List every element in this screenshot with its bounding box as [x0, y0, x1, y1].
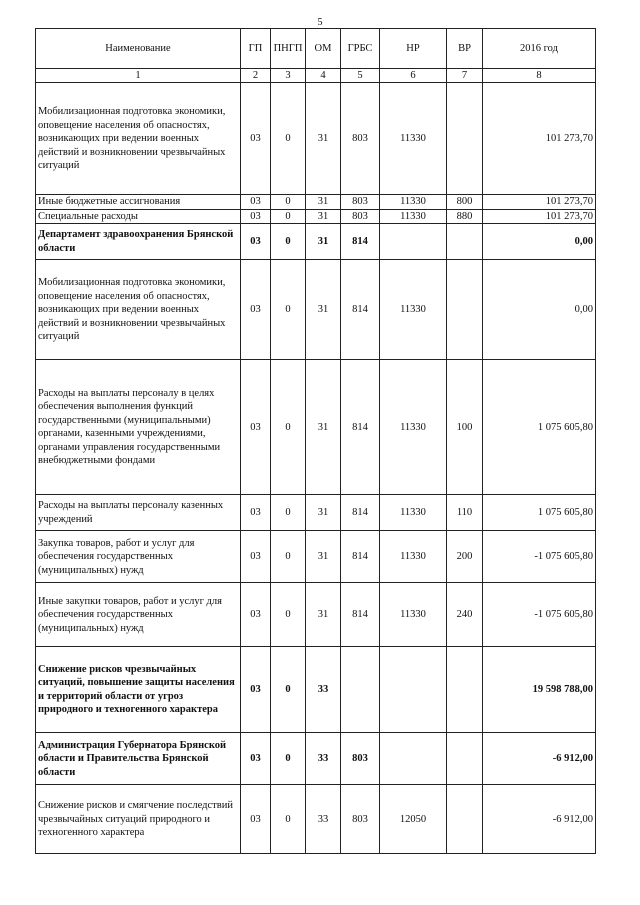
cell-pngp: 0 — [271, 531, 306, 583]
table-row — [36, 531, 596, 583]
cell-om: 31 — [306, 83, 341, 195]
table-row — [36, 583, 596, 647]
cell-om: 31 — [306, 224, 341, 260]
cell-pngp: 0 — [271, 260, 306, 360]
cell-amount: -1 075 605,80 — [483, 531, 596, 583]
cell-name: Иные бюджетные ассигнования — [36, 195, 241, 209]
cell-pngp: 0 — [271, 583, 306, 647]
cell-grbs: 803 — [341, 83, 380, 195]
cell-nr: 11330 — [380, 83, 447, 195]
table-row — [36, 83, 596, 195]
cell-om: 31 — [306, 583, 341, 647]
cell-vr: 240 — [447, 583, 483, 647]
cell-grbs: 814 — [341, 360, 380, 495]
cell-nr: 11330 — [380, 195, 447, 209]
cell-grbs: 803 — [341, 209, 380, 223]
col-header-grbs: ГРБС — [341, 29, 380, 69]
cell-pngp: 0 — [271, 495, 306, 531]
cell-om: 31 — [306, 360, 341, 495]
cell-vr: 800 — [447, 195, 483, 209]
col-header-pngp: ПНГП — [271, 29, 306, 69]
cell-om: 31 — [306, 209, 341, 223]
col-number: 6 — [380, 69, 447, 83]
cell-vr: 200 — [447, 531, 483, 583]
cell-grbs — [341, 647, 380, 733]
cell-vr: 880 — [447, 209, 483, 223]
cell-name: Департамент здравоохранения Брянской области — [36, 224, 241, 260]
col-number: 4 — [306, 69, 341, 83]
col-header-gp: ГП — [241, 29, 271, 69]
cell-pngp: 0 — [271, 83, 306, 195]
cell-vr — [447, 733, 483, 785]
cell-gp: 03 — [241, 531, 271, 583]
table-row — [36, 224, 596, 260]
cell-vr — [447, 647, 483, 733]
page-number: 5 — [317, 17, 323, 28]
cell-vr — [447, 83, 483, 195]
cell-nr — [380, 733, 447, 785]
cell-pngp: 0 — [271, 209, 306, 223]
col-number: 7 — [447, 69, 483, 83]
col-header-om: ОМ — [306, 29, 341, 69]
cell-amount: 101 273,70 — [483, 209, 596, 223]
budget-table — [35, 28, 596, 854]
cell-name: Расходы на выплаты персоналу в целях обеспечения выполнения функций государственными (муниципальными) органами, казенными учреждениями, органами управления государственными внебюджетными фондами — [36, 360, 241, 495]
cell-gp: 03 — [241, 260, 271, 360]
cell-amount: -6 912,00 — [483, 733, 596, 785]
cell-vr — [447, 224, 483, 260]
cell-name: Иные закупки товаров, работ и услуг для обеспечения государственных (муниципальных) нужд — [36, 583, 241, 647]
table-row — [36, 785, 596, 854]
cell-name: Мобилизационная подготовка экономики, оповещение населения об опасностях, возникающих при ведении военных действий и возникновении чрезвычайных ситуаций — [36, 83, 241, 195]
cell-pngp: 0 — [271, 224, 306, 260]
table-row — [36, 260, 596, 360]
cell-amount: 1 075 605,80 — [483, 495, 596, 531]
cell-name: Закупка товаров, работ и услуг для обеспечения государственных (муниципальных) нужд — [36, 531, 241, 583]
table-row — [36, 647, 596, 733]
col-number: 2 — [241, 69, 271, 83]
table-row — [36, 495, 596, 531]
cell-vr — [447, 260, 483, 360]
cell-gp: 03 — [241, 83, 271, 195]
cell-gp: 03 — [241, 583, 271, 647]
cell-gp: 03 — [241, 195, 271, 209]
cell-gp: 03 — [241, 495, 271, 531]
cell-om: 31 — [306, 531, 341, 583]
cell-name: Расходы на выплаты персоналу казенных учреждений — [36, 495, 241, 531]
cell-nr: 11330 — [380, 360, 447, 495]
cell-amount: 1 075 605,80 — [483, 360, 596, 495]
cell-om: 31 — [306, 260, 341, 360]
col-header-year: 2016 год — [483, 29, 596, 69]
cell-amount: 0,00 — [483, 224, 596, 260]
cell-amount: 101 273,70 — [483, 83, 596, 195]
col-number: 5 — [341, 69, 380, 83]
cell-name: Снижение рисков чрезвычайных ситуаций, повышение защиты населения и территорий области от угроз природного и техногенного характера — [36, 647, 241, 733]
col-header-vr: ВР — [447, 29, 483, 69]
cell-grbs: 814 — [341, 260, 380, 360]
cell-pngp: 0 — [271, 647, 306, 733]
cell-grbs: 803 — [341, 785, 380, 854]
table-row — [36, 195, 596, 209]
cell-om: 33 — [306, 647, 341, 733]
cell-gp: 03 — [241, 209, 271, 223]
cell-grbs: 803 — [341, 195, 380, 209]
header-row — [36, 29, 596, 69]
cell-nr — [380, 647, 447, 733]
cell-gp: 03 — [241, 647, 271, 733]
col-number: 1 — [36, 69, 241, 83]
cell-om: 33 — [306, 733, 341, 785]
cell-om: 31 — [306, 495, 341, 531]
cell-amount: 101 273,70 — [483, 195, 596, 209]
cell-name: Снижение рисков и смягчение последствий чрезвычайных ситуаций природного и техногенного характера — [36, 785, 241, 854]
cell-pngp: 0 — [271, 733, 306, 785]
cell-amount: 19 598 788,00 — [483, 647, 596, 733]
col-number: 3 — [271, 69, 306, 83]
cell-nr: 12050 — [380, 785, 447, 854]
cell-amount: -1 075 605,80 — [483, 583, 596, 647]
cell-amount: -6 912,00 — [483, 785, 596, 854]
column-number-row — [36, 69, 596, 83]
table-row — [36, 209, 596, 223]
cell-nr: 11330 — [380, 583, 447, 647]
table-row — [36, 733, 596, 785]
cell-pngp: 0 — [271, 785, 306, 854]
cell-nr: 11330 — [380, 495, 447, 531]
table-row — [36, 360, 596, 495]
cell-grbs: 814 — [341, 583, 380, 647]
col-number: 8 — [483, 69, 596, 83]
cell-pngp: 0 — [271, 195, 306, 209]
cell-amount: 0,00 — [483, 260, 596, 360]
cell-nr: 11330 — [380, 531, 447, 583]
col-header-nr: НР — [380, 29, 447, 69]
cell-gp: 03 — [241, 360, 271, 495]
cell-gp: 03 — [241, 733, 271, 785]
cell-vr: 100 — [447, 360, 483, 495]
cell-om: 31 — [306, 195, 341, 209]
cell-gp: 03 — [241, 224, 271, 260]
cell-grbs: 814 — [341, 495, 380, 531]
cell-nr: 11330 — [380, 260, 447, 360]
cell-name: Мобилизационная подготовка экономики, оповещение населения об опасностях, возникающих при ведении военных действий и возникновении чрезвычайных ситуаций — [36, 260, 241, 360]
col-header-name: Наименование — [36, 29, 241, 69]
cell-om: 33 — [306, 785, 341, 854]
cell-pngp: 0 — [271, 360, 306, 495]
cell-vr — [447, 785, 483, 854]
cell-grbs: 803 — [341, 733, 380, 785]
cell-grbs: 814 — [341, 531, 380, 583]
cell-name: Специальные расходы — [36, 209, 241, 223]
cell-name: Администрация Губернатора Брянской области и Правительства Брянской области — [36, 733, 241, 785]
cell-vr: 110 — [447, 495, 483, 531]
cell-gp: 03 — [241, 785, 271, 854]
cell-grbs: 814 — [341, 224, 380, 260]
cell-nr: 11330 — [380, 209, 447, 223]
cell-nr — [380, 224, 447, 260]
